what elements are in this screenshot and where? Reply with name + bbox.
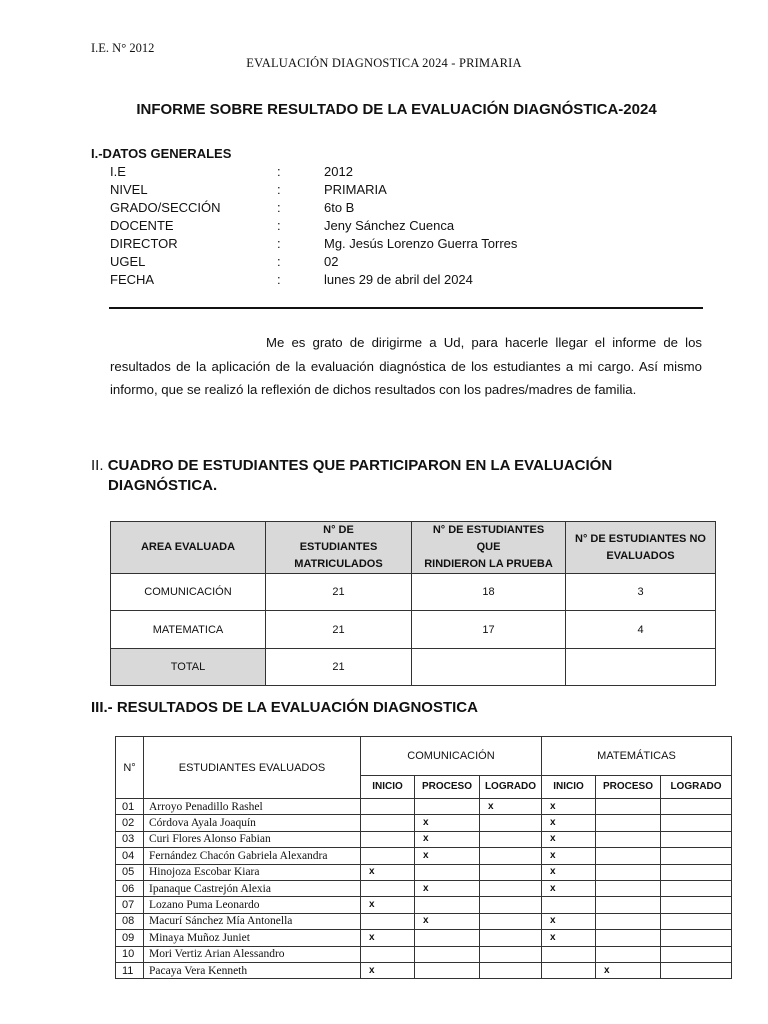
student-name: Lozano Puma Leonardo: [144, 897, 361, 913]
matematicas-mark: x: [542, 799, 596, 815]
header-matematicas: MATEMÁTICAS: [542, 737, 732, 776]
cell-no-evaluados: 3: [566, 574, 716, 611]
comunicacion-mark: [361, 880, 415, 896]
comunicacion-mark: [361, 831, 415, 847]
header-level: PROCESO: [596, 776, 661, 799]
datos-value: lunes 29 de abril del 2024: [324, 272, 473, 287]
header-ie: I.E. N° 2012: [91, 41, 155, 55]
participation-table: [110, 521, 716, 686]
student-name: Fernández Chacón Gabriela Alexandra: [144, 848, 361, 864]
datos-label: I.E: [110, 164, 126, 179]
cell-rindieron: 18: [412, 574, 566, 611]
comunicacion-mark: [480, 831, 542, 847]
section-number: II.: [91, 457, 104, 474]
student-number: 06: [116, 880, 144, 896]
student-name: Curi Flores Alonso Fabian: [144, 831, 361, 847]
comunicacion-mark: x: [415, 848, 480, 864]
header-level: INICIO: [361, 776, 415, 799]
datos-colon: :: [277, 182, 281, 197]
matematicas-mark: [661, 848, 732, 864]
matematicas-mark: x: [542, 864, 596, 880]
matematicas-mark: [596, 848, 661, 864]
cell-rindieron: 17: [412, 611, 566, 649]
cell-matriculados: 21: [266, 611, 412, 649]
comunicacion-mark: [415, 864, 480, 880]
comunicacion-mark: x: [415, 880, 480, 896]
comunicacion-mark: x: [415, 815, 480, 831]
matematicas-mark: [661, 897, 732, 913]
student-name: Macurí Sánchez Mía Antonella: [144, 913, 361, 929]
participation-header-row: [111, 522, 716, 574]
section-title-line1: CUADRO DE ESTUDIANTES QUE PARTICIPARON EN LA EVALUACIÓN: [107, 457, 613, 474]
datos-colon: :: [277, 218, 281, 233]
datos-colon: :: [277, 164, 281, 179]
matematicas-mark: [596, 799, 661, 815]
datos-value: Jeny Sánchez Cuenca: [324, 218, 455, 233]
comunicacion-mark: x: [361, 864, 415, 880]
comunicacion-mark: [480, 848, 542, 864]
matematicas-mark: [661, 962, 732, 978]
comunicacion-mark: [480, 946, 542, 962]
header-no-evaluados: [566, 522, 716, 574]
results-table: [115, 736, 732, 979]
comunicacion-mark: x: [361, 897, 415, 913]
header-line: RINDIERON LA PRUEBA: [424, 558, 553, 570]
matematicas-mark: [542, 897, 596, 913]
student-number: 10: [116, 946, 144, 962]
cell-matriculados: 21: [266, 574, 412, 611]
matematicas-mark: [661, 946, 732, 962]
table-row: [116, 962, 732, 978]
header-matriculados: [266, 522, 412, 574]
datos-colon: :: [277, 236, 281, 251]
datos-colon: :: [277, 200, 281, 215]
cell-no-evaluados: [566, 649, 716, 686]
matematicas-mark: [661, 864, 732, 880]
intro-paragraph: Me es grato de dirigirme a Ud, para hacerle llegar el informe de los resultados de la aplicación de la evaluación diagnóstica de los estudiantes a mi cargo. Así mismo informo, que se realizó la reflexión de dichos resultados con los padres/madres de familia.: [110, 335, 702, 397]
matematicas-mark: [596, 815, 661, 831]
table-row: [116, 897, 732, 913]
student-name: Mori Vertiz Arian Alessandro: [144, 946, 361, 962]
matematicas-mark: x: [596, 962, 661, 978]
comunicacion-mark: x: [361, 962, 415, 978]
header-level: PROCESO: [415, 776, 480, 799]
datos-value: Mg. Jesús Lorenzo Guerra Torres: [324, 236, 518, 251]
matematicas-mark: x: [542, 848, 596, 864]
header-line: ESTUDIANTES: [299, 541, 378, 553]
section-divider: [109, 307, 703, 309]
comunicacion-mark: [361, 815, 415, 831]
cell-rindieron: [412, 649, 566, 686]
report-title: INFORME SOBRE RESULTADO DE LA EVALUACIÓN DIAGNÓSTICA-2024: [136, 101, 657, 118]
header-comunicacion: COMUNICACIÓN: [361, 737, 542, 776]
matematicas-mark: [542, 962, 596, 978]
matematicas-mark: [596, 880, 661, 896]
datos-label: DOCENTE: [110, 218, 174, 233]
matematicas-mark: x: [542, 831, 596, 847]
table-row: [116, 831, 732, 847]
comunicacion-mark: x: [480, 799, 542, 815]
comunicacion-mark: [361, 913, 415, 929]
student-number: 02: [116, 815, 144, 831]
results-body: [116, 799, 732, 979]
matematicas-mark: [596, 946, 661, 962]
student-name: Córdova Ayala Joaquín: [144, 815, 361, 831]
datos-colon: :: [277, 272, 281, 287]
table-row: [116, 799, 732, 815]
header-level: LOGRADO: [661, 776, 732, 799]
comunicacion-mark: [480, 962, 542, 978]
header-line: N° DE: [323, 524, 354, 536]
datos-label: FECHA: [110, 272, 155, 287]
student-number: 09: [116, 930, 144, 946]
table-row: [116, 946, 732, 962]
student-number: 03: [116, 831, 144, 847]
comunicacion-mark: [415, 930, 480, 946]
header-students: ESTUDIANTES EVALUADOS: [144, 737, 361, 799]
cell-no-evaluados: 4: [566, 611, 716, 649]
table-row: [116, 930, 732, 946]
comunicacion-mark: [415, 962, 480, 978]
student-number: 05: [116, 864, 144, 880]
header-level: INICIO: [542, 776, 596, 799]
datos-value: PRIMARIA: [324, 182, 387, 197]
header-rindieron: [412, 522, 566, 574]
matematicas-mark: x: [542, 913, 596, 929]
student-number: 08: [116, 913, 144, 929]
header-line: N° DE ESTUDIANTES NO: [575, 532, 706, 545]
comunicacion-mark: [361, 848, 415, 864]
student-name: Pacaya Vera Kenneth: [144, 962, 361, 978]
header-line: EVALUADOS: [606, 549, 675, 562]
datos-value: 6to B: [324, 200, 355, 215]
header-line: QUE: [476, 541, 501, 553]
table-row: [116, 848, 732, 864]
cell-area: MATEMATICA: [111, 611, 266, 649]
student-name: Ipanaque Castrejón Alexia: [144, 880, 361, 896]
matematicas-mark: [596, 897, 661, 913]
section-participation-title: [91, 456, 691, 496]
comunicacion-mark: [480, 864, 542, 880]
participation-row: [111, 574, 716, 611]
comunicacion-mark: x: [415, 831, 480, 847]
matematicas-mark: [596, 864, 661, 880]
section-results-title: III.- RESULTADOS DE LA EVALUACIÓN DIAGNOSTICA: [91, 699, 478, 716]
datos-value: 2012: [324, 164, 353, 179]
datos-colon: :: [277, 254, 281, 269]
datos-label: NIVEL: [110, 182, 148, 197]
matematicas-mark: [661, 930, 732, 946]
matematicas-mark: [661, 831, 732, 847]
comunicacion-mark: [415, 799, 480, 815]
matematicas-mark: [661, 815, 732, 831]
student-number: 04: [116, 848, 144, 864]
matematicas-mark: [661, 799, 732, 815]
participation-row: [111, 611, 716, 649]
student-number: 07: [116, 897, 144, 913]
participation-total-row: [111, 649, 716, 686]
comunicacion-mark: [480, 913, 542, 929]
comunicacion-mark: [361, 799, 415, 815]
student-number: 11: [116, 962, 144, 978]
table-row: [116, 880, 732, 896]
datos-label: DIRECTOR: [110, 236, 178, 251]
datos-label: UGEL: [110, 254, 146, 269]
comunicacion-mark: x: [415, 913, 480, 929]
comunicacion-mark: [361, 946, 415, 962]
header-num: N°: [116, 737, 144, 799]
cell-area: COMUNICACIÓN: [111, 574, 266, 611]
datos-value: 02: [324, 254, 339, 269]
comunicacion-mark: x: [361, 930, 415, 946]
student-name: Arroyo Penadillo Rashel: [144, 799, 361, 815]
comunicacion-mark: [480, 897, 542, 913]
table-row: [116, 815, 732, 831]
student-number: 01: [116, 799, 144, 815]
matematicas-mark: x: [542, 815, 596, 831]
comunicacion-mark: [480, 880, 542, 896]
matematicas-mark: [596, 930, 661, 946]
matematicas-mark: [542, 946, 596, 962]
comunicacion-mark: [480, 930, 542, 946]
cell-matriculados: 21: [266, 649, 412, 686]
header-title: EVALUACIÓN DIAGNOSTICA 2024 - PRIMARIA: [246, 56, 522, 70]
comunicacion-mark: [480, 815, 542, 831]
header-area: AREA EVALUADA: [111, 522, 266, 574]
comunicacion-mark: [415, 897, 480, 913]
comunicacion-mark: [415, 946, 480, 962]
matematicas-mark: x: [542, 930, 596, 946]
section-title-line2: DIAGNÓSTICA.: [108, 477, 218, 494]
datos-label: GRADO/SECCIÓN: [110, 200, 221, 215]
header-line: MATRICULADOS: [294, 558, 383, 570]
matematicas-mark: [596, 913, 661, 929]
section-datos-title: I.-DATOS GENERALES: [91, 146, 232, 161]
cell-area: TOTAL: [111, 649, 266, 686]
header-level: LOGRADO: [480, 776, 542, 799]
results-header-row: [116, 737, 732, 776]
matematicas-mark: x: [542, 880, 596, 896]
matematicas-mark: [661, 913, 732, 929]
student-name: Minaya Muñoz Juniet: [144, 930, 361, 946]
matematicas-mark: [596, 831, 661, 847]
table-row: [116, 913, 732, 929]
student-name: Hinojoza Escobar Kiara: [144, 864, 361, 880]
matematicas-mark: [661, 880, 732, 896]
table-row: [116, 864, 732, 880]
header-line: N° DE ESTUDIANTES: [432, 524, 545, 536]
